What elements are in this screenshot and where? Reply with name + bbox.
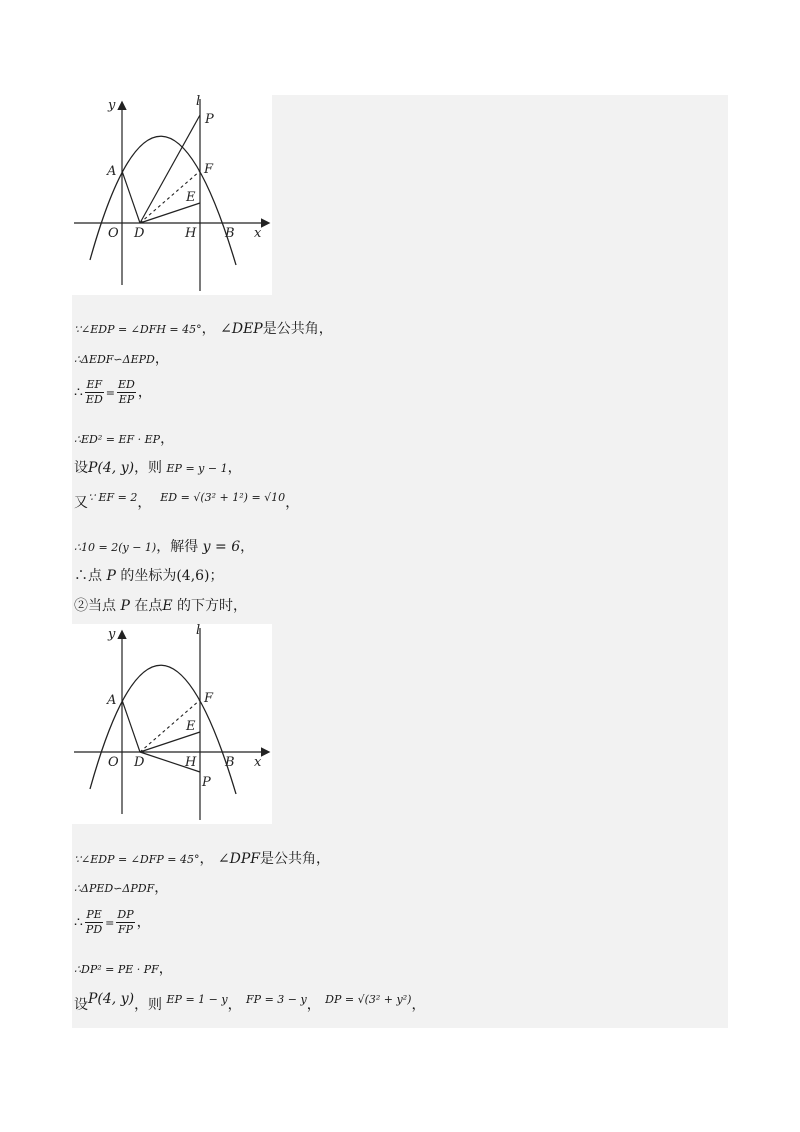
s1-line8-sep: ； <box>209 568 224 584</box>
label-a: A <box>107 693 117 708</box>
s1-line7-eq: ∴10 = 2(y − 1) <box>74 541 157 554</box>
s1-line6-sep2: ， <box>285 495 300 511</box>
s1-line6-sep1: ， <box>137 495 152 511</box>
s2-line1-angle: ∠DPF <box>217 851 260 867</box>
label-d: D <box>134 755 145 770</box>
s2-line5-eq3: DP = √(3² + y²) <box>325 993 412 1006</box>
label-l: l <box>196 624 201 638</box>
s1-line1-text: 是公共角， <box>262 321 333 337</box>
s1-line9-text: ②当点 <box>74 598 116 614</box>
s1-line3 <box>74 378 152 407</box>
s1-line6-eq1: ∵ EF = 2 <box>88 491 138 504</box>
s2-line4 <box>74 960 173 979</box>
s1-line5-sep: ， <box>227 460 242 476</box>
s1-line8-text2: 的坐标为 <box>120 568 177 584</box>
s1-line9 <box>74 597 247 615</box>
s1-line8-text: ∴点 <box>74 568 102 584</box>
s1-line7 <box>74 538 254 557</box>
s1-frac-eq: = <box>105 386 115 400</box>
s1-line1 <box>74 320 333 339</box>
label-b: B <box>225 226 235 241</box>
s2-line5-sep2: ， <box>306 997 321 1013</box>
s2-line3 <box>74 908 151 937</box>
segment-ad <box>122 171 140 223</box>
figure-1 <box>72 95 272 295</box>
label-p: P <box>205 112 214 127</box>
s2-line2-math: ∴ΔPED∽ΔPDF <box>74 882 155 895</box>
s2-line5-point: P(4, y) <box>88 991 135 1007</box>
s1-line5 <box>74 459 242 478</box>
label-e: E <box>186 190 196 205</box>
parabola <box>90 136 236 265</box>
s2-line5 <box>74 991 426 1015</box>
s2-line2 <box>74 879 168 898</box>
label-o: O <box>108 226 119 241</box>
s1-line7-ans: y = 6 <box>202 539 241 555</box>
s1-line5-she: 设 <box>74 460 88 476</box>
s1-line2-sep: ， <box>154 351 169 367</box>
label-d: D <box>134 226 145 241</box>
s1-frac2-den: EP <box>118 393 135 406</box>
parabola <box>90 665 236 794</box>
s2-frac1-num: PE <box>86 908 102 921</box>
s2-line1-text: 是公共角， <box>260 851 330 867</box>
s1-line9-text2: 在点 <box>134 598 163 614</box>
label-p: P <box>202 775 211 790</box>
s2-frac2-num: DP <box>117 908 134 921</box>
s2-line5-sep1: ， <box>227 997 242 1013</box>
label-x: x <box>254 755 262 770</box>
s1-line1-math: ∵∠EDP = ∠DFH = 45° <box>74 323 202 336</box>
s1-line1-angle: ∠DEP <box>220 321 263 337</box>
s2-line5-eq2: FP = 3 − y <box>246 993 307 1006</box>
s1-line1-sep: ， <box>201 321 216 337</box>
s2-fraction-1 <box>85 908 103 937</box>
s1-line8 <box>74 567 224 585</box>
s1-line9-p: P <box>120 598 130 614</box>
label-y: y <box>108 627 116 642</box>
s2-line2-sep: ， <box>154 880 169 896</box>
s2-line3-sep: ， <box>136 914 151 931</box>
s2-line1-sep: ， <box>199 851 214 867</box>
s2-line5-she: 设 <box>74 997 88 1013</box>
s1-line2-math: ∴ΔEDF∽ΔEPD <box>74 353 155 366</box>
s2-line1 <box>74 850 330 869</box>
label-b: B <box>225 755 235 770</box>
s2-fraction-2 <box>116 908 134 937</box>
figure-2-diagram <box>72 624 272 824</box>
label-f: F <box>204 691 214 706</box>
s1-line5-eq: EP = y − 1 <box>166 462 228 475</box>
figure-2 <box>72 624 272 824</box>
s1-frac2-num: ED <box>118 378 135 391</box>
figure-1-diagram <box>72 95 272 295</box>
segment-dp <box>140 115 200 223</box>
label-h: H <box>185 226 197 241</box>
s1-line5-point: P(4, y) <box>88 460 135 476</box>
s2-line1-math: ∵∠EDP = ∠DFP = 45° <box>74 853 200 866</box>
label-f: F <box>204 162 214 177</box>
segment-de <box>140 732 200 752</box>
s1-line4-math: ∴ED² = EF · EP <box>74 433 161 446</box>
s1-line7-sep: ， <box>240 539 255 555</box>
label-e: E <box>186 719 196 734</box>
s1-line6-eq2: ED = √(3² + 1²) = √10 <box>160 491 286 504</box>
s1-line3-sep: ， <box>137 384 152 401</box>
s1-line8-p: P <box>106 568 116 584</box>
s1-line4-sep: ， <box>160 431 175 447</box>
s2-line5-mid: ，则 <box>134 997 163 1013</box>
label-o: O <box>108 755 119 770</box>
s2-frac-eq: = <box>105 916 115 930</box>
label-y: y <box>108 98 116 113</box>
s1-fraction-1 <box>85 378 104 407</box>
s1-line3-prefix: ∴ <box>74 384 83 401</box>
s2-line5-eq1: EP = 1 − y <box>166 993 228 1006</box>
s1-line8-coord: (4,6) <box>176 568 210 584</box>
s1-line6-you: 又 <box>74 495 88 511</box>
s1-line6 <box>74 491 300 513</box>
s2-line4-sep: ， <box>158 961 173 977</box>
s1-line4 <box>74 430 174 449</box>
label-x: x <box>254 226 262 241</box>
label-a: A <box>107 164 117 179</box>
s1-frac1-den: ED <box>85 393 103 406</box>
s2-line3-prefix: ∴ <box>74 914 83 931</box>
s1-frac1-num: EF <box>86 378 103 391</box>
segment-ad <box>122 700 140 752</box>
s1-line7-text: ，解得 <box>156 539 199 555</box>
s1-line2 <box>74 350 169 369</box>
s1-line9-e: E <box>162 598 173 614</box>
s2-frac1-den: PD <box>85 923 103 936</box>
s2-line5-sep3: ， <box>411 997 426 1013</box>
label-l: l <box>196 95 201 109</box>
s2-frac2-den: FP <box>117 923 134 936</box>
s2-line4-math: ∴DP² = PE · PF <box>74 963 159 976</box>
s1-line5-mid: ，则 <box>134 460 163 476</box>
s1-line9-text3: 的下方时， <box>177 598 248 614</box>
label-h: H <box>185 755 197 770</box>
s1-fraction-2 <box>117 378 136 407</box>
